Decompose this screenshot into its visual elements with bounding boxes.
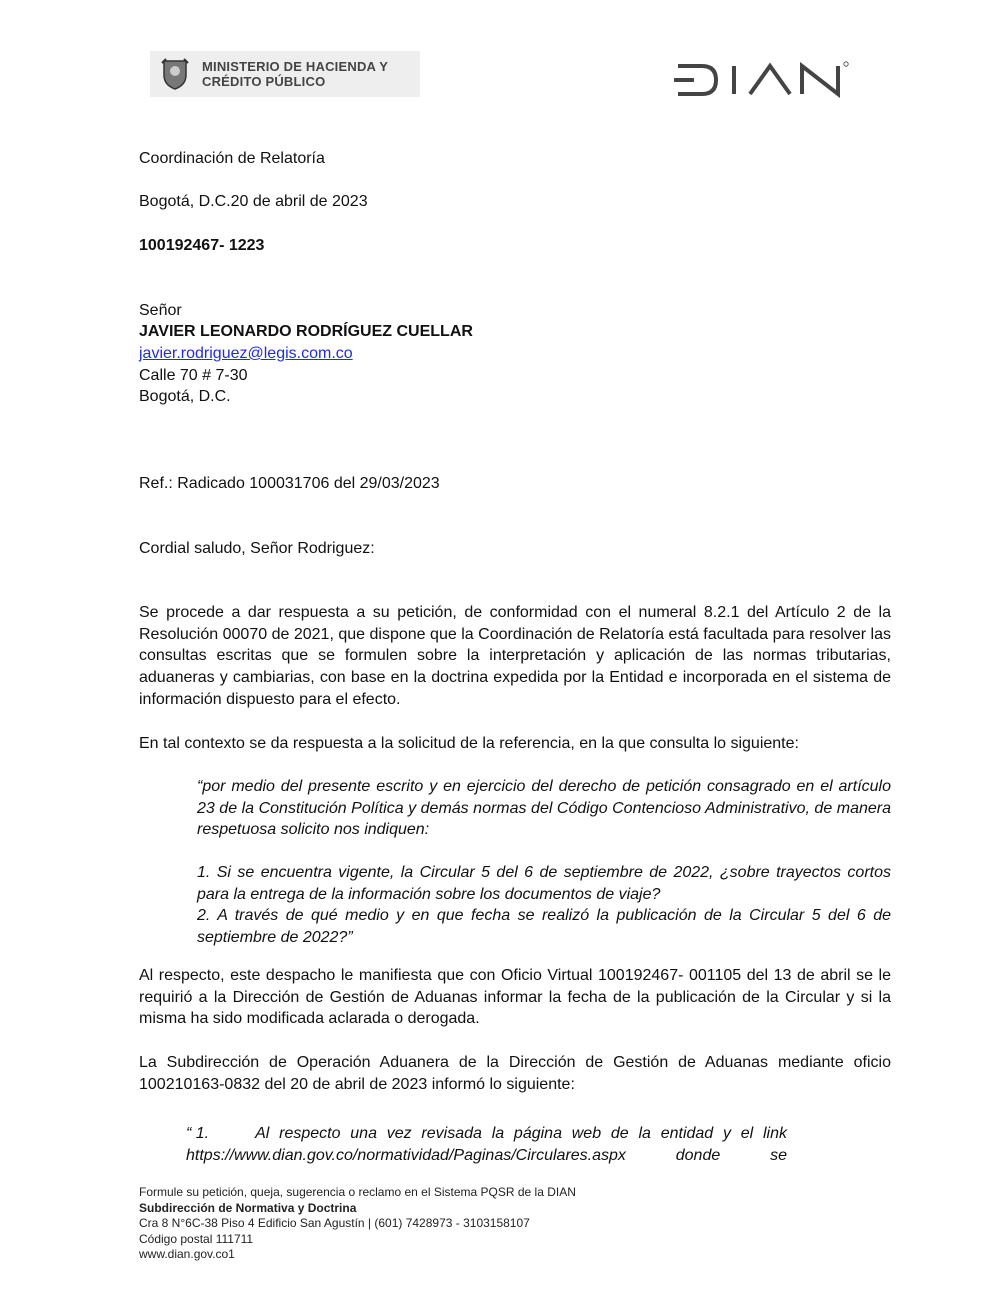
reference-number: 100192467- 1223 (139, 237, 265, 254)
ref-line: Ref.: Radicado 100031706 del 29/03/2023 (139, 475, 440, 492)
recipient-city: Bogotá, D.C. (139, 388, 231, 405)
paragraph-subdireccion: La Subdirección de Operación Aduanera de la Dirección de Gestión de Aduanas mediante oficio 100210163-0832 del 20 de abril de 2023 informó lo siguiente: (139, 1054, 891, 1093)
ministry-name-line-2: CRÉDITO PÚBLICO (202, 74, 326, 89)
paragraph-intro: Se procede a dar respuesta a su petición, de conformidad con el numeral 8.2.1 del Artículo 2 de la Resolución 00070 de 2021, que dispone que la Coordinación de Relatoría está facultada para resolver las consultas escritas que se formulen sobre la interpretación y aplicación de las normas tributarias, aduaneras y cambiarias, con base en la doctrina expedida por la Entidad e incorporada en el sistema de información dispuesto para el efecto. (139, 604, 891, 708)
office-name: Coordinación de Relatoría (139, 150, 325, 167)
quoted-request: “por medio del presente escrito y en ejercicio del derecho de petición consagrado en el artículo 23 de la Constitución Política y demás normas del Código Contencioso Administrativo, de manera respetuosa solicito nos indiquen: (197, 778, 891, 839)
paragraph-response: Al respecto, este despacho le manifiesta que con Oficio Virtual 100192467- 001105 del 13 de abril se le requirió a la Dirección de Gestión de Aduanas informar la fecha de la publicación de la Circular y si la misma ha sido modificada aclarada o derogada. (139, 967, 891, 1028)
greeting: Cordial saludo, Señor Rodriguez: (139, 540, 375, 557)
place-date: Bogotá, D.C.20 de abril de 2023 (139, 193, 368, 210)
footer-postal-code: Código postal 111711 (139, 1231, 254, 1246)
footer-pqsr: Formule su petición, queja, sugerencia o reclamo en el Sistema PQSR de la DIAN (139, 1185, 576, 1199)
ministry-name-line-1: MINISTERIO DE HACIENDA Y (202, 59, 389, 74)
quoted-answer-text: Al respecto una vez revisada la página web de la entidad y el link (255, 1125, 787, 1142)
footer (139, 1185, 576, 1263)
salutation-title: Señor (139, 302, 182, 319)
dian-logo (672, 58, 852, 98)
recipient-name: JAVIER LEONARDO RODRÍGUEZ CUELLAR (139, 323, 473, 340)
paragraph-context: En tal contexto se da respuesta a la solicitud de la referencia, en la que consulta lo siguiente: (139, 735, 799, 752)
quoted-answer-url: https://www.dian.gov.co/normatividad/Paginas/Circulares.aspx (186, 1146, 626, 1164)
footer-subdireccion: Subdirección de Normativa y Doctrina (139, 1200, 357, 1215)
recipient-email-link[interactable]: javier.rodriguez@legis.com.co (139, 345, 353, 362)
quoted-question-1: 1. Si se encuentra vigente, la Circular 5 del 6 de septiembre de 2022, ¿sobre trayectos cortos para la entrega de la información sobre los documentos de viaje? (197, 864, 891, 903)
recipient-address: Calle 70 # 7-30 (139, 367, 248, 384)
footer-website: www.dian.gov.co1 (139, 1247, 235, 1261)
quoted-answer-number: “ 1. (186, 1125, 210, 1142)
coat-of-arms-icon (160, 57, 190, 91)
ministry-logo (150, 51, 420, 97)
quoted-question-2: 2. A través de qué medio y en que fecha se realizó la publicación de la Circular 5 del 6 de septiembre de 2022?” (197, 907, 891, 946)
footer-address: Cra 8 N°6C-38 Piso 4 Edificio San Agustín | (601) 7428973 - 3103158107 (139, 1216, 530, 1230)
quoted-answer-word-a: donde (675, 1146, 721, 1164)
quoted-answer (186, 1123, 787, 1166)
quoted-answer-word-b: se (770, 1146, 787, 1164)
